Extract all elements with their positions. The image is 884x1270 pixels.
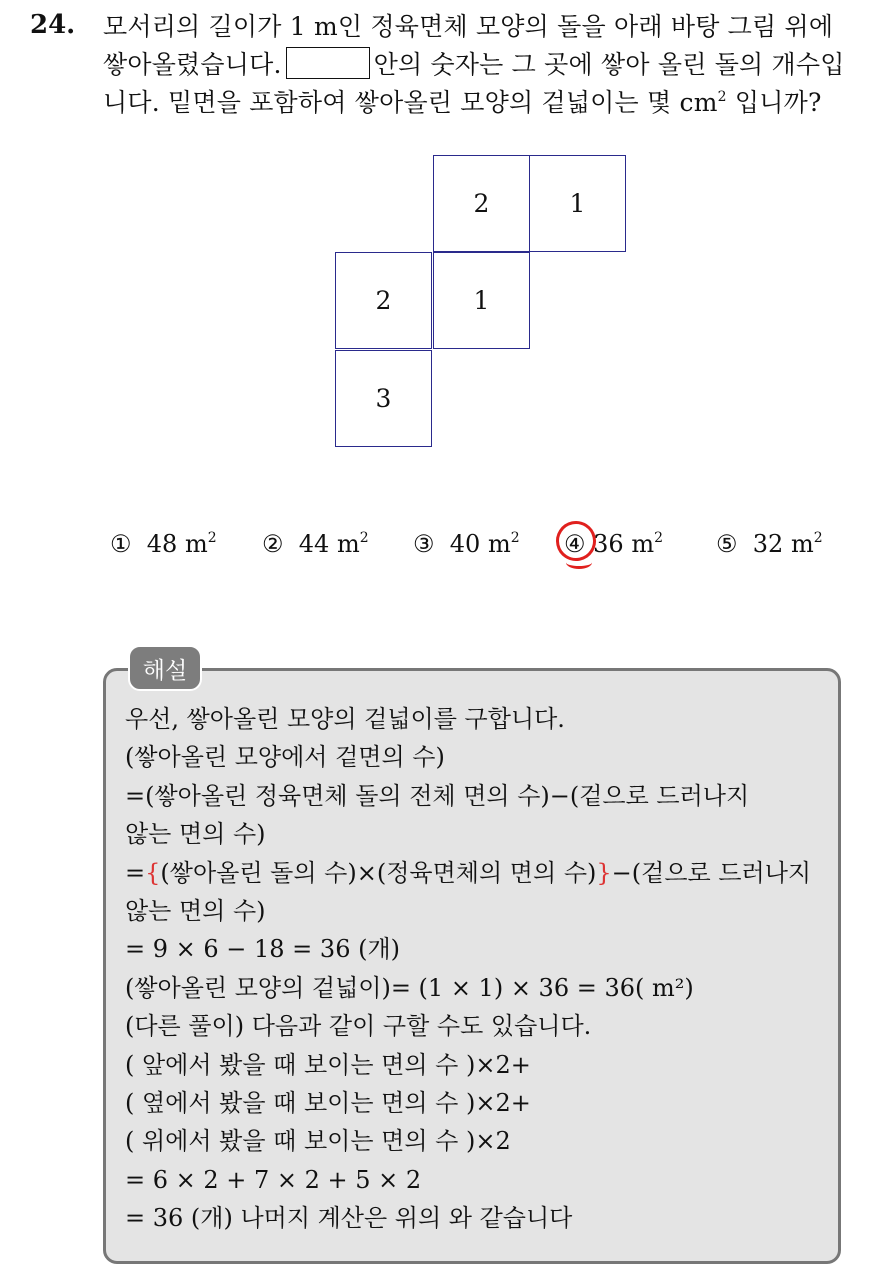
grid-cell-label: 2 [375, 286, 392, 315]
choice-mark: ⑤ [716, 530, 738, 558]
choice-3[interactable] [413, 530, 520, 558]
grid-cell [433, 155, 530, 252]
unit-exponent: 2 [717, 89, 727, 105]
solution-line: ( 위에서 봤을 때 보이는 면의 수 )×2 [125, 1127, 511, 1156]
choice-2[interactable] [262, 530, 369, 558]
answer-blank-box [286, 47, 370, 79]
solution-line: =(쌓아올린 정육면체 돌의 전체 면의 수)−(겉으로 드러나지 [125, 781, 750, 810]
choice-value: 44 m [298, 530, 360, 558]
selected-answer-circle-tail [566, 556, 592, 569]
question-line-2 [103, 46, 873, 84]
answer-choices [0, 530, 884, 570]
choice-mark: ① [110, 530, 132, 558]
question-line-3-start: 니다. 밑면을 포함하여 쌓아올린 모양의 겉넓이는 몇 cm [103, 88, 718, 117]
question-line-2-start: 쌓아올렸습니다. [103, 50, 282, 79]
grid-cell-label: 3 [375, 384, 392, 413]
choice-value: 40 m [449, 530, 511, 558]
solution-line: = 6 × 2 + 7 × 2 + 5 × 2 [125, 1165, 422, 1194]
solution-tag: 해설 [128, 645, 202, 691]
solution-line: (쌓아올린 모양의 겉넓이)= (1 × 1) × 36 = 36( m²) [125, 973, 694, 1002]
question-line-1: 모서리의 길이가 1 m인 정육면체 모양의 돌을 아래 바탕 그림 위에 [103, 12, 834, 41]
choice-mark: ③ [413, 530, 435, 558]
grid-cell [433, 252, 530, 349]
choice-5[interactable] [716, 530, 823, 558]
grid-cell-label: 2 [473, 189, 490, 218]
brace-mark: { [145, 858, 161, 887]
question-line-3-end: 입니까? [726, 88, 822, 117]
solution-line: (다른 풀이) 다음과 같이 구할 수도 있습니다. [125, 1012, 592, 1041]
question-line-2-end: 안의 숫자는 그 곳에 쌓아 올린 돌의 개수입 [373, 50, 845, 79]
question-line-3 [103, 84, 873, 122]
solution-line: = 9 × 6 − 18 = 36 (개) [125, 935, 400, 964]
grid-cell-label: 1 [569, 189, 586, 218]
solution-line: = 36 (개) 나머지 계산은 위의 와 같습니다 [125, 1204, 573, 1233]
grid-cell [335, 252, 432, 349]
solution-line-braced: ={(쌓아올린 돌의 수)×(정육면체의 면의 수)}−(겉으로 드러나지 [125, 858, 812, 887]
choice-exponent: 2 [510, 530, 520, 546]
solution-line: ( 옆에서 봤을 때 보이는 면의 수 )×2+ [125, 1089, 531, 1118]
choice-mark: ④ [564, 530, 586, 558]
grid-cell [529, 155, 626, 252]
choice-value: 36 m [593, 530, 655, 558]
choice-exponent: 2 [813, 530, 823, 546]
solution-line: 않는 면의 수) [125, 897, 266, 926]
solution-line: 않는 면의 수) [125, 820, 266, 849]
choice-value: 48 m [146, 530, 208, 558]
choice-mark: ② [262, 530, 284, 558]
brace-mark: } [596, 858, 612, 887]
choice-exponent: 2 [359, 530, 369, 546]
solution-text [125, 700, 825, 1238]
choice-exponent: 2 [654, 530, 664, 546]
question-text [103, 8, 873, 122]
solution-line: (쌓아올린 모양에서 겉면의 수) [125, 743, 445, 772]
choice-1[interactable] [110, 530, 217, 558]
grid-cell-label: 1 [473, 286, 490, 315]
choice-value: 32 m [752, 530, 814, 558]
solution-line: 우선, 쌓아올린 모양의 겉넓이를 구합니다. [125, 705, 565, 733]
question-number: 24. [30, 10, 76, 40]
grid-cell [335, 350, 432, 447]
solution-line: ( 앞에서 봤을 때 보이는 면의 수 )×2+ [125, 1050, 531, 1079]
choice-exponent: 2 [207, 530, 217, 546]
